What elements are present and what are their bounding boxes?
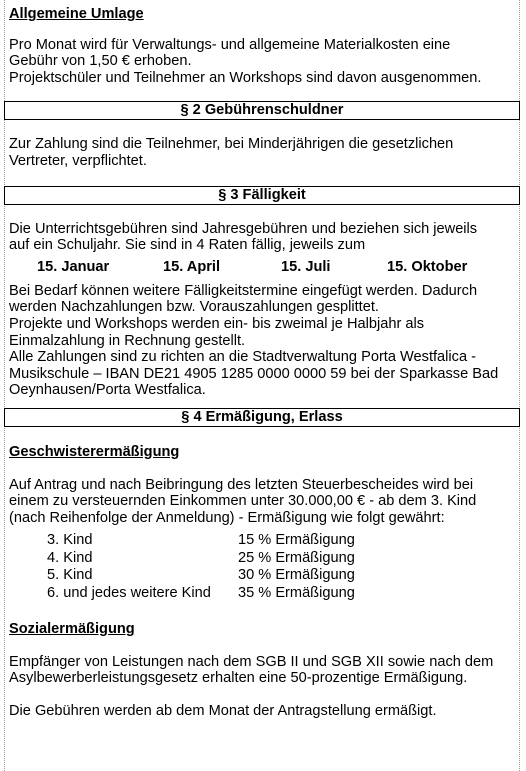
- sozial-text-line: Empfänger von Leistungen nach dem SGB II und SGB XII sowie nach dem: [9, 653, 494, 670]
- due-date: 15. April: [163, 258, 221, 275]
- s3-text-line: Einmalzahlung in Rechnung gestellt.: [9, 332, 246, 349]
- due-date: 15. Oktober: [387, 258, 468, 275]
- table-row: [47, 550, 517, 568]
- s2-text-line: Zur Zahlung sind die Teilnehmer, bei Minderjährigen die gesetzlichen: [9, 136, 454, 153]
- discount-value: 35 % Ermäßigung: [238, 584, 355, 601]
- geschwister-text-line: einem zu versteuernden Einkommen unter 30.000,00 € - ab dem 3. Kind: [9, 493, 477, 510]
- s3-text-line: auf ein Schuljahr. Sie sind in 4 Raten fällig, jeweils zum: [9, 237, 366, 254]
- s3-text-line: Die Unterrichtsgebühren sind Jahresgebühren und beziehen sich jeweils: [9, 220, 478, 237]
- heading-sozialermaessigung: Sozialermäßigung: [9, 621, 135, 638]
- s3-text-line: Projekte und Workshops werden ein- bis zweimal je Halbjahr als: [9, 315, 425, 332]
- table-row: [47, 567, 517, 585]
- s3-text-line: Musikschule – IBAN DE21 4905 1285 0000 0000 59 bei der Sparkasse Bad: [9, 365, 499, 382]
- section-header-s2: § 2 Gebührenschuldner: [4, 101, 520, 120]
- geschwister-text-line: Auf Antrag und nach Beibringung des letzten Steuerbescheides wird bei: [9, 476, 474, 493]
- child-order: 4. Kind: [47, 549, 93, 566]
- section-header-s4: § 4 Ermäßigung, Erlass: [4, 408, 520, 427]
- due-date: 15. Januar: [37, 258, 110, 275]
- s2-text-line: Vertreter, verpflichtet.: [9, 152, 147, 169]
- table-row: [47, 532, 517, 550]
- document-body: [9, 6, 517, 720]
- s3-text-line: Alle Zahlungen sind zu richten an die Stadtverwaltung Porta Westfalica -: [9, 349, 476, 366]
- due-dates-row: [9, 258, 517, 277]
- heading-geschwisterermaessigung: Geschwisterermäßigung: [9, 443, 180, 460]
- heading-allgemeine-umlage: Allgemeine Umlage: [9, 6, 144, 22]
- s3-text-line: werden Nachzahlungen bzw. Vorauszahlungen gesplittet.: [9, 299, 379, 316]
- discount-value: 15 % Ermäßigung: [238, 532, 355, 549]
- sozial-text-line: Die Gebühren werden ab dem Monat der Antragstellung ermäßigt.: [9, 703, 437, 720]
- umlage-line: Pro Monat wird für Verwaltungs- und allgemeine Materialkosten eine: [9, 36, 451, 53]
- discount-value: 25 % Ermäßigung: [238, 549, 355, 566]
- umlage-line: Projektschüler und Teilnehmer an Workshops sind davon ausgenommen.: [9, 69, 482, 86]
- section-header-s3: § 3 Fälligkeit: [4, 186, 520, 205]
- due-date: 15. Juli: [281, 258, 331, 275]
- discount-table: [47, 532, 517, 602]
- child-order: 5. Kind: [47, 567, 93, 584]
- s3-text-line: Bei Bedarf können weitere Fälligkeitstermine eingefügt werden. Dadurch: [9, 282, 478, 299]
- geschwister-text-line: (nach Reihenfolge der Anmeldung) - Ermäßigung wie folgt gewährt:: [9, 509, 445, 526]
- sozial-text-line: Asylbewerberleistungsgesetz erhalten eine 50-prozentige Ermäßigung.: [9, 670, 468, 687]
- table-row: [47, 585, 517, 603]
- child-order: 3. Kind: [47, 532, 93, 549]
- s3-text-line: Oeynhausen/Porta Westfalica.: [9, 382, 206, 399]
- discount-value: 30 % Ermäßigung: [238, 567, 355, 584]
- umlage-line: Gebühr von 1,50 € erhoben.: [9, 53, 192, 70]
- child-order: 6. und jedes weitere Kind: [47, 584, 211, 601]
